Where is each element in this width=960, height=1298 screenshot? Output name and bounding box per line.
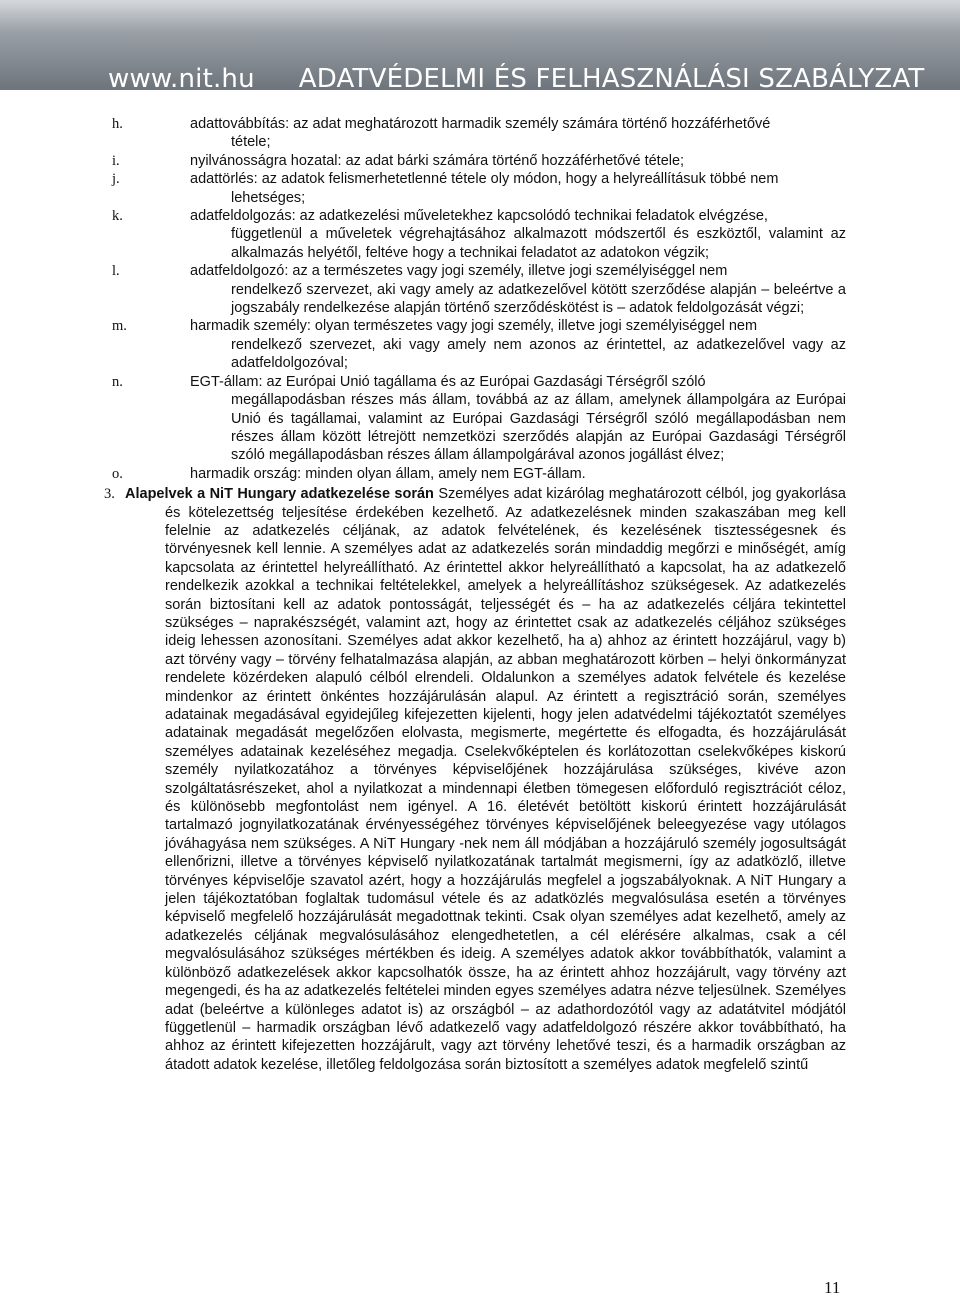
definitions-list	[112, 115, 846, 483]
definition-text	[190, 373, 846, 465]
section-3	[104, 485, 846, 1074]
definition-item	[112, 262, 846, 317]
definition-letter: h.	[112, 116, 123, 132]
header-text	[108, 64, 924, 90]
definition-text	[190, 152, 846, 170]
definition-letter: j.	[112, 171, 120, 188]
definition-first-line: harmadik ország: minden olyan állam, amely nem EGT-állam.	[190, 465, 586, 482]
definition-first-line: harmadik személy: olyan természetes vagy jogi személy, illetve jogi személyiséggel nem	[190, 318, 758, 335]
definition-letter: i.	[112, 152, 120, 169]
definition-item	[112, 373, 846, 465]
definition-letter: o.	[112, 465, 123, 482]
definition-text	[190, 465, 846, 483]
definition-item	[112, 115, 846, 152]
definition-text	[190, 207, 846, 262]
page-number: 11	[824, 1278, 841, 1297]
definition-text	[190, 170, 846, 207]
definition-continuation: függetlenül a műveletek végrehajtásához alkalmazott módszertől és eszköztől, valamint az alkalmazás helyétől, feltéve hogy a technikai feladatot az adatokon végzik;	[231, 226, 846, 261]
definition-continuation: lehetséges;	[231, 189, 306, 206]
definition-continuation: tétele;	[231, 134, 271, 151]
header-title: ADATVÉDELMI ÉS FELHASZNÁLÁSI SZABÁLYZAT	[298, 64, 925, 90]
definition-continuation: rendelkező szervezet, aki vagy amely az adatkezelővel kötött szerződése alapján – beleértve a jogszabály rendelkezése alapján történő szerződéskötést is – adatok feldolgozását végzi;	[231, 281, 846, 317]
section-number: 3.	[104, 486, 115, 503]
definition-letter: m.	[112, 318, 127, 335]
section-text: Személyes adat kizárólag meghatározott célból, jog gyakorlása és kötelezettség teljesítése érdekében kezelhető. Az adatkezelésnek minden szakaszában meg kell felelnie az adatkezelés céljának, az adatok felvételének, és kezelésének tisztességesnek és törvényesnek kell lennie. A személyes adat az adatkezelés során mindaddig megőrzi e minőségét, amíg kapcsolata az érintettel helyreállítható. Az érintettel akkor helyreállítható a kapcsolat, ha az adatkezelő rendelkezik azokkal a technikai feltételekkel, amelyek a helyreállításhoz szükségesek. Az adatkezelés során biztosítani kell az adatok pontosságát, teljességét és – ha az adatkezelés céljára tekintettel szükséges – naprakészségét, valamint azt, hogy az érintettet csak az adatkezelés céljához szükséges ideig lehessen azonosítani. Személyes adat akkor kezelhető, ha a) ahhoz az érintett hozzájárul, vagy b) azt törvény vagy – törvény felhatalmazása alapján, az abban meghatározott körben – helyi önkormányzat rendelete közérdeken alapuló célból elrendeli. Oldalunkon a személyes adatok felvétele és kezelése mindenkor az érintett önkéntes hozzájárulásán alapul. Az érintett a regisztráció során, személyes adatainak megadásával egyidejűleg kifejezetten kijelenti, hogy jelen adatvédelmi tájékoztatót személyes adatainak megadását megelőzően elolvasta, megismerte, megértette és elfogadta, és hozzájárulását személyes adatainak kezeléséhez megadja. Cselekvőképtelen és korlátozottan cselekvőképes kiskorú személy nyilatkozatához a törvényes képviselőjének hozzájárulása szükséges, kivéve azon szolgáltatásrészeket, ahol a nyilatkozat a mindennapi életben tömegesen előforduló regisztrációt céloz, és különösebb megfontolást nem igényel. A 16. életévét betöltött kiskorú érintett hozzájárulását tartalmazó jognyilatkozatának érvényességéhez törvényes képviselőjének beleegyezése vagy utólagos jóváhagyása nem szükséges. A NiT Hungary -nek nem áll módjában a hozzájáruló személy jogosultságát ellenőrizni, illetve a törvényes képviselő nyilatkozatának tartalmát megismerni, így az adatközlő, illetve törvényes képviselője szavatol azért, hogy a hozzájárulás megfelel a jogszabályoknak. A NiT Hungary a jelen tájékoztatóban foglaltak tudomásul vétele és az adatközlés megvalósulása esetén a törvényes képviselő megfelelő hozzájárulását megadottnak tekinti. Csak olyan személyes adat kezelhető, amely az adatkezelés céljának megvalósulásához elengedhetetlen, a cél elérésére alkalmas, csak a cél megvalósulásához szükséges mértékben és ideig. A személyes adatok akkor továbbíthatók, valamint a különböző adatkezelések akkor kapcsolhatók össze, ha az érintett ahhoz hozzájárult, vagy törvény azt megengedi, és ha az adatkezelés feltételei minden egyes személyes adatra nézve teljesülnek. Személyes adat (beleértve a különleges adatot is) az országból – az adathordozótól vagy az adatátvitel módjától függetlenül – harmadik országban lévő adatkezelő vagy adatfeldolgozó részére akkor továbbítható, ha ahhoz az érintett kifejezetten hozzájárult, vagy azt törvény lehetővé teszi, és a harmadik országban az átadott adatok kezelése, illetőleg feldolgozása során biztosított a személyes adatok megfelelő szintű	[165, 486, 846, 1073]
definition-text	[190, 262, 846, 317]
definition-item	[112, 152, 846, 170]
definition-first-line: adattörlés: az adatok felismerhetetlenné tétele oly módon, hogy a helyreállításuk többé nem	[190, 171, 779, 188]
definition-letter: k.	[112, 208, 123, 225]
definition-item	[112, 465, 846, 483]
definition-continuation: megállapodásban részes más állam, továbbá az az állam, amelynek állampolgára az Európai Unió és tagállamai, valamint az Európai Gazdasági Térségről szóló megállapodásban nem részes állam között létrejött nemzetközi szerződés alapján az Európai Gazdasági Térségről szóló megállapodásban részes állam állampolgárával azonos jogállást élvez;	[231, 392, 846, 464]
document-body	[104, 115, 846, 1074]
definition-first-line: EGT-állam: az Európai Unió tagállama és az Európai Gazdasági Térségről szóló	[190, 373, 706, 390]
section-body	[125, 485, 846, 1074]
definition-text	[190, 115, 846, 152]
definition-item	[112, 207, 846, 262]
definition-letter: n.	[112, 373, 123, 390]
definition-letter: l.	[112, 263, 120, 280]
definition-first-line: adatfeldolgozó: az a természetes vagy jogi személy, illetve jogi személyiséggel nem	[190, 263, 728, 280]
section-title: Alapelvek a NiT Hungary adatkezelése során	[125, 486, 434, 503]
page-header-banner	[0, 0, 960, 90]
definition-first-line: adattovábbítás: az adat meghatározott harmadik személy számára történő hozzáférhetővé	[190, 116, 771, 132]
definition-first-line: adatfeldolgozás: az adatkezelési műveletekhez kapcsolódó technikai feladatok elvégzése,	[190, 208, 768, 225]
header-site-url[interactable]: www.nit.hu	[108, 64, 255, 90]
definition-continuation: rendelkező szervezet, aki vagy amely nem azonos az érintettel, az adatkezelővel vagy az adatfeldolgozóval;	[231, 336, 846, 372]
definition-item	[112, 317, 846, 372]
definition-item	[112, 170, 846, 207]
definition-first-line: nyilvánosságra hozatal: az adat bárki számára történő hozzáférhetővé tétele;	[190, 152, 685, 169]
definition-text	[190, 317, 846, 372]
